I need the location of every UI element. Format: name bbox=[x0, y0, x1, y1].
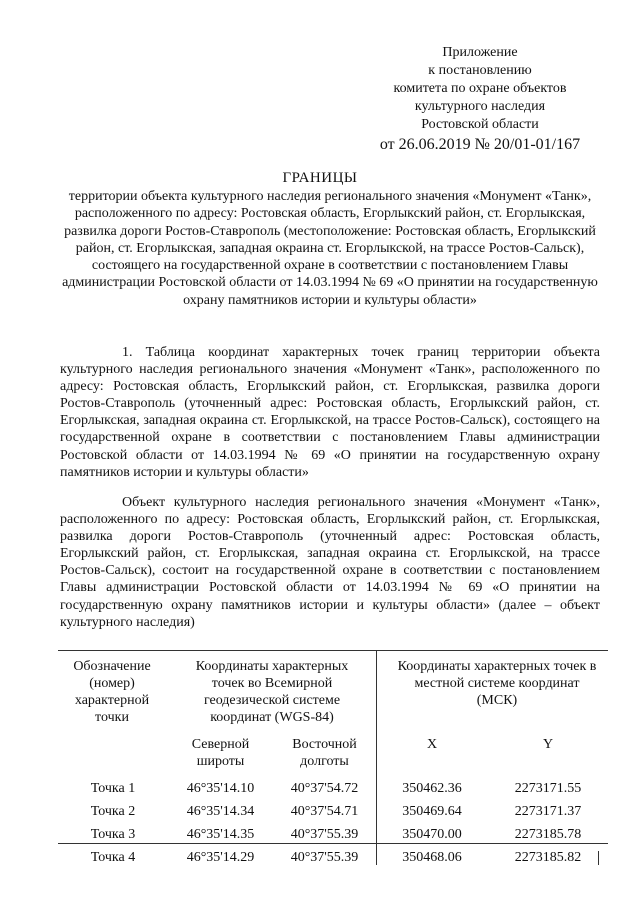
north-latitude-header: Северной широты bbox=[191, 737, 250, 769]
document-title: ГРАНИЦЫ bbox=[282, 170, 358, 186]
paragraph-object-description bbox=[60, 494, 600, 631]
x-value: 350470.00 bbox=[402, 827, 462, 842]
point-label: Точка 4 bbox=[90, 850, 136, 865]
decree-date-number: от 26.06.2019 № 20/01-01/167 bbox=[379, 136, 581, 153]
table-subheader-row bbox=[58, 736, 608, 780]
north-value: 46°35'14.10 bbox=[186, 781, 255, 796]
east-value: 40°37'55.39 bbox=[290, 850, 359, 865]
x-value: 350468.06 bbox=[402, 850, 462, 865]
msk-header: Координаты характерных точек в местной системе координат (МСК) bbox=[397, 659, 597, 708]
table-row bbox=[58, 780, 608, 803]
y-value: 2273185.78 bbox=[514, 827, 582, 842]
east-value: 40°37'54.71 bbox=[290, 804, 359, 819]
header-line: комитета по охране объектов bbox=[393, 81, 567, 96]
east-longitude-header: Восточной долготы bbox=[292, 737, 357, 769]
x-header: X bbox=[426, 737, 438, 752]
point-label: Точка 3 bbox=[90, 827, 136, 842]
appendix-header bbox=[360, 44, 600, 155]
y-value: 2273171.55 bbox=[514, 781, 582, 796]
wgs84-header: Координаты характерных точек во Всемирной геодезической системе координат (WGS-84) bbox=[195, 659, 349, 725]
north-value: 46°35'14.34 bbox=[186, 804, 255, 819]
y-value: 2273171.37 bbox=[514, 804, 582, 819]
x-value: 350462.36 bbox=[402, 781, 462, 796]
paragraph-text: 1. Таблица координат характерных точек границ территории объекта культурного наследия регионального значения «Монумент «Танк», расположенного по адресу: Ростовская область, Егорлыкский район, ст. Егорлыкская, развилка дороги Ростов-Ставрополь (уточненный адрес: Ростовская область, Егорлыкский район, ст. Егорлыкская, западная окраина ст. Егорлыкской, на трассе Ростов-Сальск), состоящего на государственной охране в соответствии с постановлением Главы администрации Ростовской области от 14.03.1994 № 69 «О принятии на государственную охрану памятников истории и культуры области» bbox=[60, 345, 600, 480]
x-value: 350469.64 bbox=[402, 804, 462, 819]
table-row bbox=[58, 826, 608, 849]
document-subtitle: территории объекта культурного наследия регионального значения «Монумент «Танк», расположенного по адресу: Ростовская область, Егорлыкский район, ст. Егорлыкская, развилка дороги Ростов-Ставрополь (местоположение: Ростовская область, Егорлыкский район, ст. Егорлыкская, западная окраина ст. Егорлыкской, на трассе Ростов-Сальск), состоящего на государственной охране в соответствии с постановлением Главы администрации Ростовской области от 14.03.1994 № 69 «О принятии на государственную охрану памятников истории и культуры области» bbox=[62, 189, 598, 308]
y-header: Y bbox=[542, 737, 554, 752]
coordinates-table bbox=[58, 650, 608, 872]
point-label: Точка 2 bbox=[90, 804, 136, 819]
paragraph-table-intro bbox=[60, 344, 600, 481]
east-value: 40°37'54.72 bbox=[290, 781, 359, 796]
header-line: культурного наследия bbox=[414, 99, 546, 114]
east-value: 40°37'55.39 bbox=[290, 827, 359, 842]
table-header-row bbox=[58, 650, 608, 736]
north-value: 46°35'14.35 bbox=[186, 827, 255, 842]
y-value: 2273185.82 bbox=[514, 850, 582, 865]
point-label: Точка 1 bbox=[90, 781, 136, 796]
north-value: 46°35'14.29 bbox=[186, 850, 255, 865]
header-line: Приложение bbox=[442, 45, 518, 60]
table-row bbox=[58, 803, 608, 826]
header-line: Ростовской области bbox=[421, 117, 539, 132]
point-designation-header: Обозначение (номер) характерной точки bbox=[73, 659, 151, 725]
paragraph-text: Объект культурного наследия регионального значения «Монумент «Танк», расположенного по адресу: Ростовская область, Егорлыкский район, ст. Егорлыкская, развилка дороги Ростов-Ставрополь (уточненный адрес: Ростовская область, Егорлыкский район, ст. Егорлыкская, западная окраина ст. Егорлыкской, на трассе Ростов-Сальск), состоит на государственной охране в соответствии с постановлением Главы администрации Ростовской области от 14.03.1994 № 69 «О принятии на государственную охрану памятников истории и культуры области» (далее – объект культурного наследия) bbox=[60, 495, 600, 630]
header-line: к постановлению bbox=[428, 63, 532, 78]
table-row bbox=[58, 849, 608, 872]
